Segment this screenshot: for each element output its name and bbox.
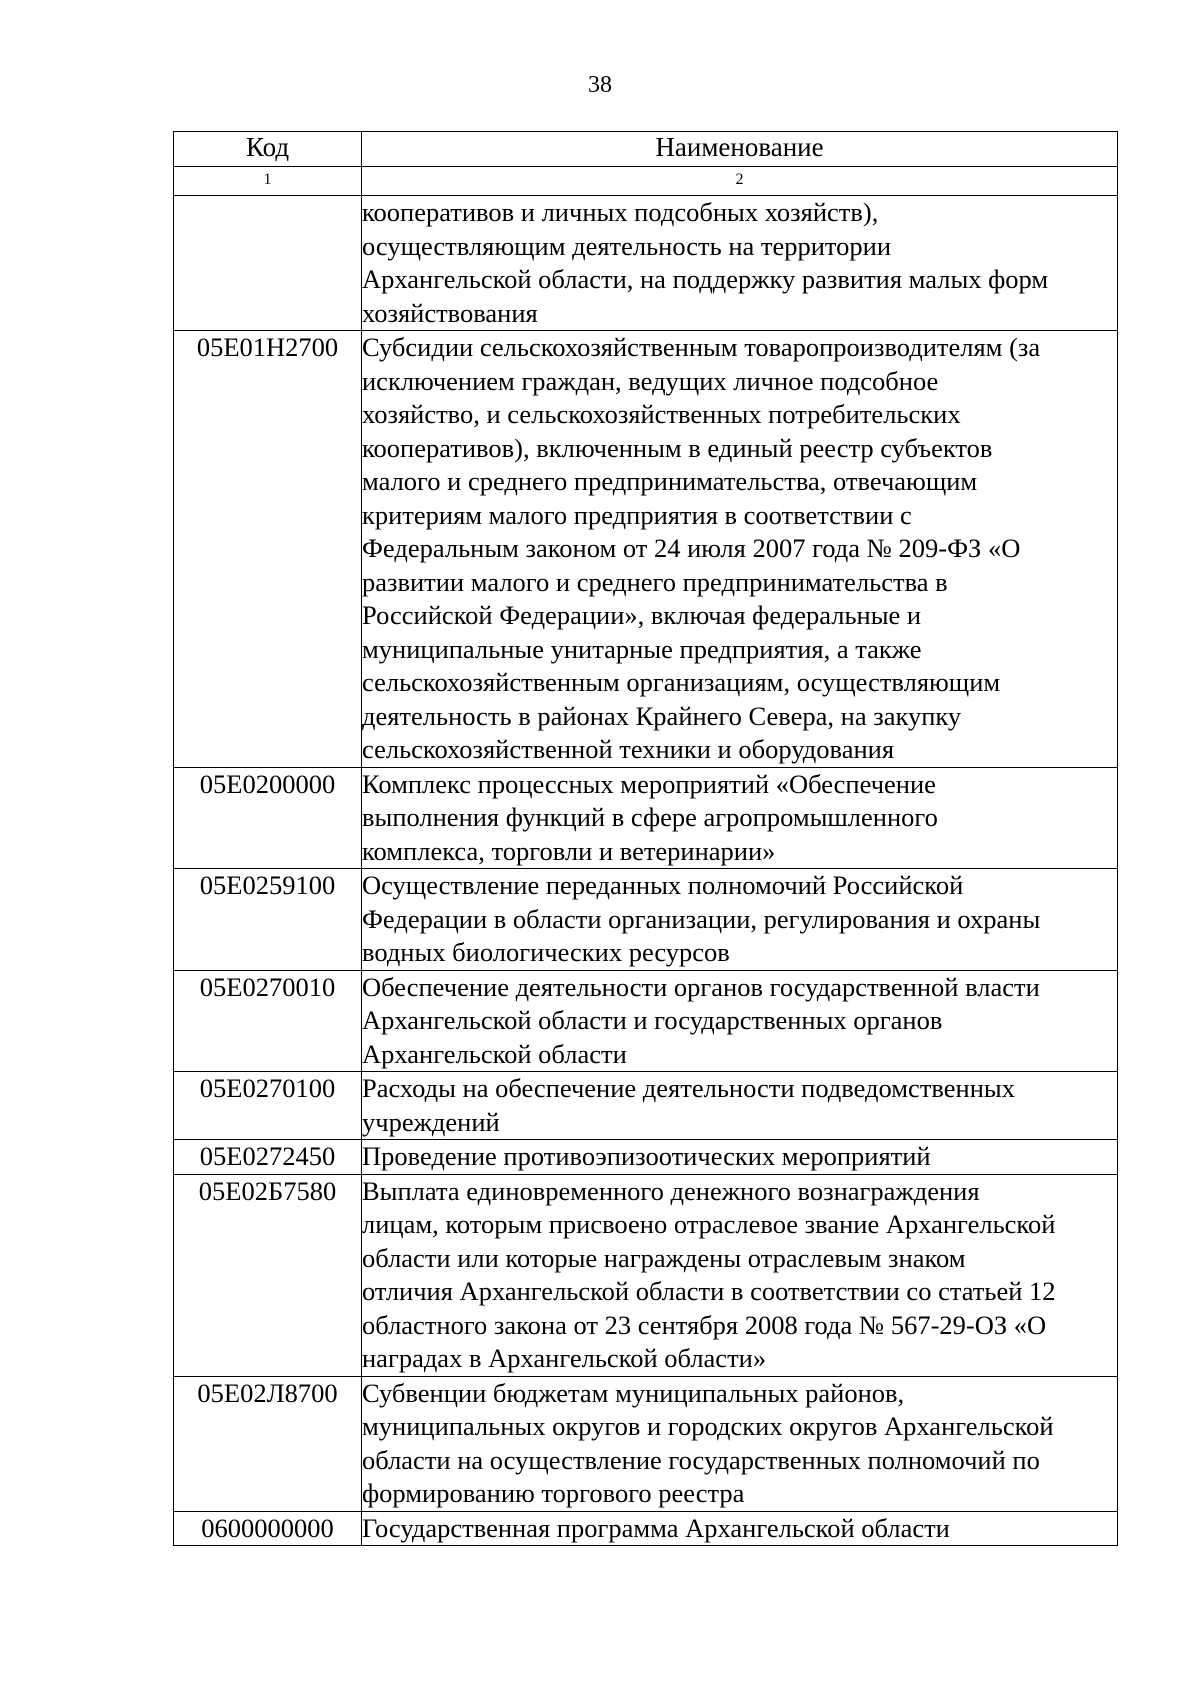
name-cell: Осуществление переданных полномочий Российской Федерации в области организации, регулирования и охраны водных биологических ресурсов: [362, 869, 1118, 971]
table-row: [174, 1511, 1118, 1546]
name-cell: Субвенции бюджетам муниципальных районов, муниципальных округов и городских округов Архангельской области на осуществление государственных полномочий по формированию торгового реестра: [362, 1376, 1118, 1511]
name-cell: кооперативов и личных подсобных хозяйств), осуществляющим деятельность на территории Архангельской области, на поддержку развития малых форм хозяйствования: [362, 196, 1118, 331]
table-row: [174, 970, 1118, 1072]
name-cell: Выплата единовременного денежного вознаграждения лицам, которым присвоено отраслевое звание Архангельской области или которые награждены отраслевым знаком отличия Архангельской области в соответствии со статьей 12 областного закона от 23 сентября 2008 года № 567-29-ОЗ «О наградах в Архангельской области»: [362, 1174, 1118, 1376]
table-row: [174, 1376, 1118, 1511]
page-number: 38: [588, 72, 612, 98]
table-header-row: [174, 132, 1118, 167]
name-cell: Комплекс процессных мероприятий «Обеспечение выполнения функций в сфере агропромышленного комплекса, торговли и ветеринарии»: [362, 767, 1118, 869]
column-number-row: [174, 167, 1118, 196]
table-row: [174, 767, 1118, 869]
table-row: [174, 1174, 1118, 1376]
code-cell: 05Е0270010: [174, 970, 362, 1072]
code-cell: 0600000000: [174, 1511, 362, 1546]
code-cell: 05Е02Б7580: [174, 1174, 362, 1376]
code-cell: 05Е0272450: [174, 1140, 362, 1175]
code-cell: 05Е01Н2700: [174, 331, 362, 768]
table-row: [174, 869, 1118, 971]
code-cell: 05Е0200000: [174, 767, 362, 869]
column-number-2: 2: [362, 167, 1118, 196]
table-row: [174, 1140, 1118, 1175]
name-cell: Государственная программа Архангельской области: [362, 1511, 1118, 1546]
name-cell: Обеспечение деятельности органов государственной власти Архангельской области и государственных органов Архангельской области: [362, 970, 1118, 1072]
name-cell: Субсидии сельскохозяйственным товаропроизводителям (за исключением граждан, ведущих личное подсобное хозяйство, и сельскохозяйственных потребительских кооперативов), включенным в единый реестр субъектов малого и среднего предпринимательства, отвечающим критериям малого предприятия в соответствии с Федеральным законом от 24 июля 2007 года № 209-ФЗ «О развитии малого и среднего предпринимательства в Российской Федерации», включая федеральные и муниципальные унитарные предприятия, а также сельскохозяйственным организациям, осуществляющим деятельность в районах Крайнего Севера, на закупку сельскохозяйственной техники и оборудования: [362, 331, 1118, 768]
header-code: Код: [174, 132, 362, 167]
table-row: [174, 196, 1118, 331]
code-cell: [174, 196, 362, 331]
code-cell: 05Е0270100: [174, 1072, 362, 1140]
column-number-1: 1: [174, 167, 362, 196]
header-name: Наименование: [362, 132, 1118, 167]
budget-codes-table: [173, 131, 1118, 1546]
table-row: [174, 331, 1118, 768]
code-cell: 05Е02Л8700: [174, 1376, 362, 1511]
table-row: [174, 1072, 1118, 1140]
code-cell: 05Е0259100: [174, 869, 362, 971]
name-cell: Проведение противоэпизоотических мероприятий: [362, 1140, 1118, 1175]
name-cell: Расходы на обеспечение деятельности подведомственных учреждений: [362, 1072, 1118, 1140]
